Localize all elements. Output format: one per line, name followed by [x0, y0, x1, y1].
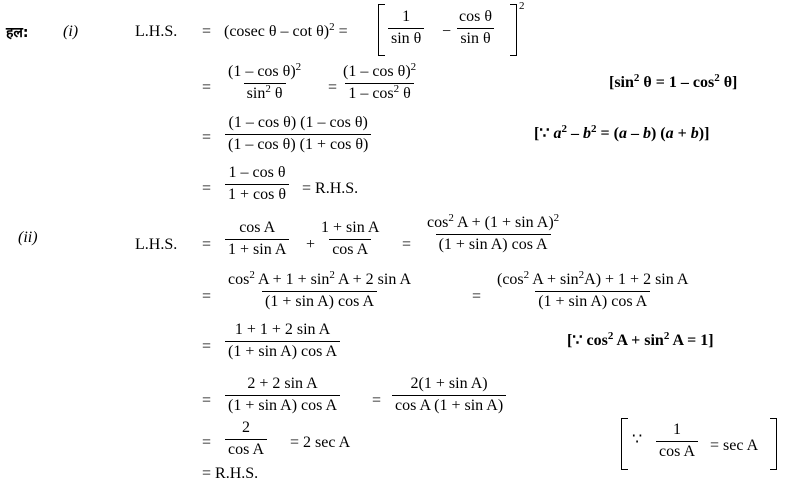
part-ii-label: (ii) [18, 229, 38, 246]
equals-sign: = [472, 288, 482, 305]
fraction: $\frac{\text{2 + 2 sin A}}{\text{(1 + sin A) cos A}}$ [225, 375, 340, 415]
fraction: $\frac{\cos^2 A + (1 + \sin A)^2}{\text{(1 + sin A) cos A}}$ [427, 212, 560, 253]
equals-sign: = [372, 392, 382, 409]
fraction: $\frac{1}{\text{sin θ}}$ [388, 8, 424, 48]
left-bracket [378, 4, 385, 56]
fraction: $\frac{\text{1 – cos θ}}{\text{1 + cos θ}}$ [225, 164, 289, 204]
fraction: $\frac{\text{cos A}}{\text{1 + sin A}}$ [225, 219, 289, 259]
exponent: 2 [519, 0, 525, 12]
expression: (cosec θ – cot θ)$^2$ = [224, 21, 348, 40]
fraction: $\frac{\text{1 + 1 + 2 sin A}}{\text{(1 + sin A) cos A}}$ [225, 321, 340, 361]
right-bracket [770, 418, 777, 470]
equals-sign: = [202, 434, 212, 451]
fraction: $\frac{\text{1 + sin A}}{\text{cos A}}$ [321, 219, 380, 258]
identity-note: [$\sin^2$ $\theta = 1 - \cos^2 \theta$] [609, 72, 738, 91]
lhs-label: L.H.S. [135, 23, 178, 40]
equals-sign: = [202, 23, 212, 40]
fraction: $\frac{2}{\text{cos A}}$ [225, 419, 267, 459]
rhs-label: = R.H.S. [302, 180, 359, 197]
equals-sign: = [202, 180, 212, 197]
equals-sign: = [202, 129, 212, 146]
expression: = 2 sec A [290, 434, 351, 451]
expression: = sec A [710, 437, 759, 454]
equals-sign: = [202, 79, 212, 96]
fraction: $\frac{\cos^2 A + 1 + \sin^2 A + 2 \sin A}{\text{(1 + sin A) cos A}}$ [228, 269, 411, 310]
solution-label: हल: [6, 25, 29, 41]
identity-note: [∵ $\cos^2 A + \sin^2 A = 1$] [567, 330, 714, 349]
equals-sign: = [202, 392, 212, 409]
equals-sign: = [202, 338, 212, 355]
fraction: $\frac{\text{cos θ}}{\text{sin θ}}$ [459, 8, 492, 47]
fraction: $\frac{\text{(1 – cos θ) (1 – cos θ)}}{\text{(1 – cos θ) (1 + cos θ)}}$ [225, 114, 371, 154]
fraction: $\frac{(\cos^2 A + \sin^2A) + 1 + 2 \sin A}{\text{(1 + sin A) cos A}}$ [497, 269, 689, 310]
identity-note: [∵ $a^2 - b^2 = (a - b) (a + b)$] [534, 123, 710, 142]
minus-sign: − [442, 23, 452, 40]
part-i-label: (i) [63, 23, 79, 40]
rhs-label: = R.H.S. [202, 465, 259, 482]
equals-sign: = [402, 236, 412, 253]
equals-sign: = [328, 79, 338, 96]
fraction: $\frac{1}{\text{cos A}}$ [656, 421, 698, 461]
lhs-label: L.H.S. [135, 236, 178, 253]
plus-sign: + [306, 236, 316, 253]
fraction: $\frac{(1 - \cos \theta)^2}{1 - \cos^2 \theta}$ [343, 61, 417, 102]
because-symbol: ∵ [632, 431, 643, 448]
fraction: $\frac{\text{2(1 + sin A)}}{\text{cos A (1 + sin A)}}$ [392, 375, 506, 415]
fraction: $\frac{(1 - \cos \theta)^2}{\sin^2 \theta}$ [228, 61, 302, 102]
equals-sign: = [202, 236, 212, 253]
right-bracket [510, 4, 517, 56]
equals-sign: = [202, 288, 212, 305]
left-bracket [621, 418, 628, 470]
